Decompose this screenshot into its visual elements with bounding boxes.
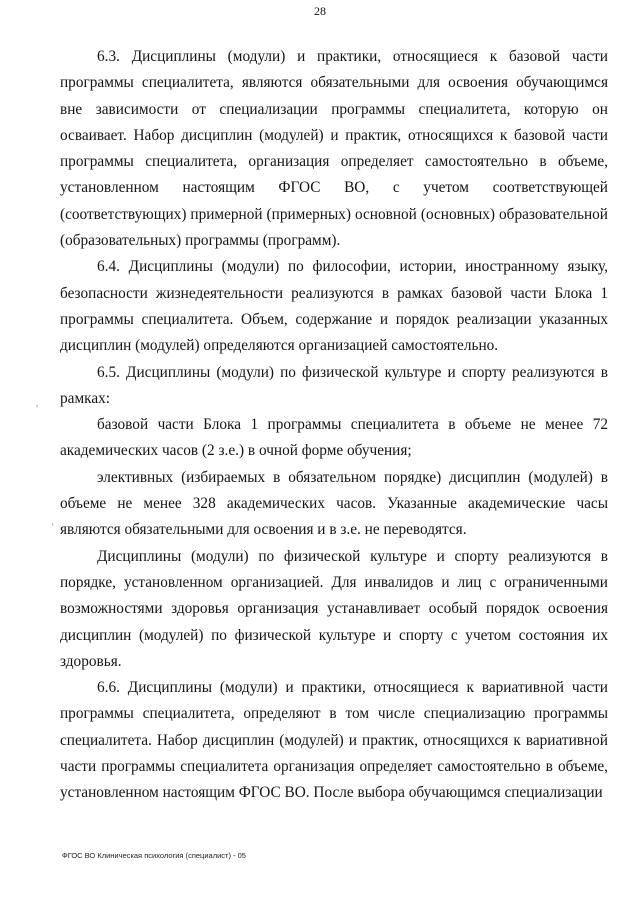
- paragraph-6-5: 6.5. Дисциплины (модули) по физической культуре и спорту реализуются в рамках:: [60, 363, 608, 407]
- paragraph-elective: элективных (избираемых в обязательном порядке) дисциплин (модулей) в объеме не менее 328 академических часов. Указанные академические часы являются обязательными для освоения и в з.е. не переводятся.: [60, 468, 608, 539]
- paragraph-6-6: 6.6. Дисциплины (модули) и практики, относящиеся к вариативной части программы специалитета, определяют в том числе специализацию программы специалитета. Набор дисциплин (модулей) и практик, относящихся к вариативной части программы специалитета организация определяет самостоятельно в объеме, установленном настоящим ФГОС ВО. После выбора обучающимся специализации: [60, 679, 608, 802]
- scan-speck: ': [52, 522, 54, 532]
- page-number: 28: [314, 4, 326, 18]
- paragraph-6-4: 6.4. Дисциплины (модули) по философии, истории, иностранному языку, безопасности жизнедеятельности реализуются в рамках базовой части Блока 1 программы специалитета. Объем, содержание и порядок реализации указанных дисциплин (модулей) определяются организацией самостоятельно.: [60, 258, 608, 355]
- paragraph-sport-order: Дисциплины (модули) по физической культуре и спорту реализуются в порядке, установленном организацией. Для инвалидов и лиц с ограниченными возможностями здоровья организация устанавливает особый порядок освоения дисциплин (модулей) по физической культуре и спорту с учетом состояния их здоровья.: [60, 547, 608, 670]
- document-body: [60, 44, 608, 807]
- paragraph-6-3: 6.3. Дисциплины (модули) и практики, относящиеся к базовой части программы специалитета, являются обязательными для освоения обучающимся вне зависимости от специализации программы специалитета, которую он осваивает. Набор дисциплин (модулей) и практик, относящихся к базовой части программы специалитета, организация определяет самостоятельно в объеме, установленном настоящим ФГОС ВО, с учетом соответствующей (соответствующих) примерной (примерных) основной (основных) образовательной (образовательных) программы (программ).: [60, 48, 608, 250]
- paragraph-basic-part: базовой части Блока 1 программы специалитета в объеме не менее 72 академических часов (2 з.е.) в очной форме обучения;: [60, 416, 608, 460]
- footer-text: ФГОС ВО Клиническая психология (специалист) - 05: [62, 851, 246, 860]
- scan-speck: ,: [36, 398, 39, 408]
